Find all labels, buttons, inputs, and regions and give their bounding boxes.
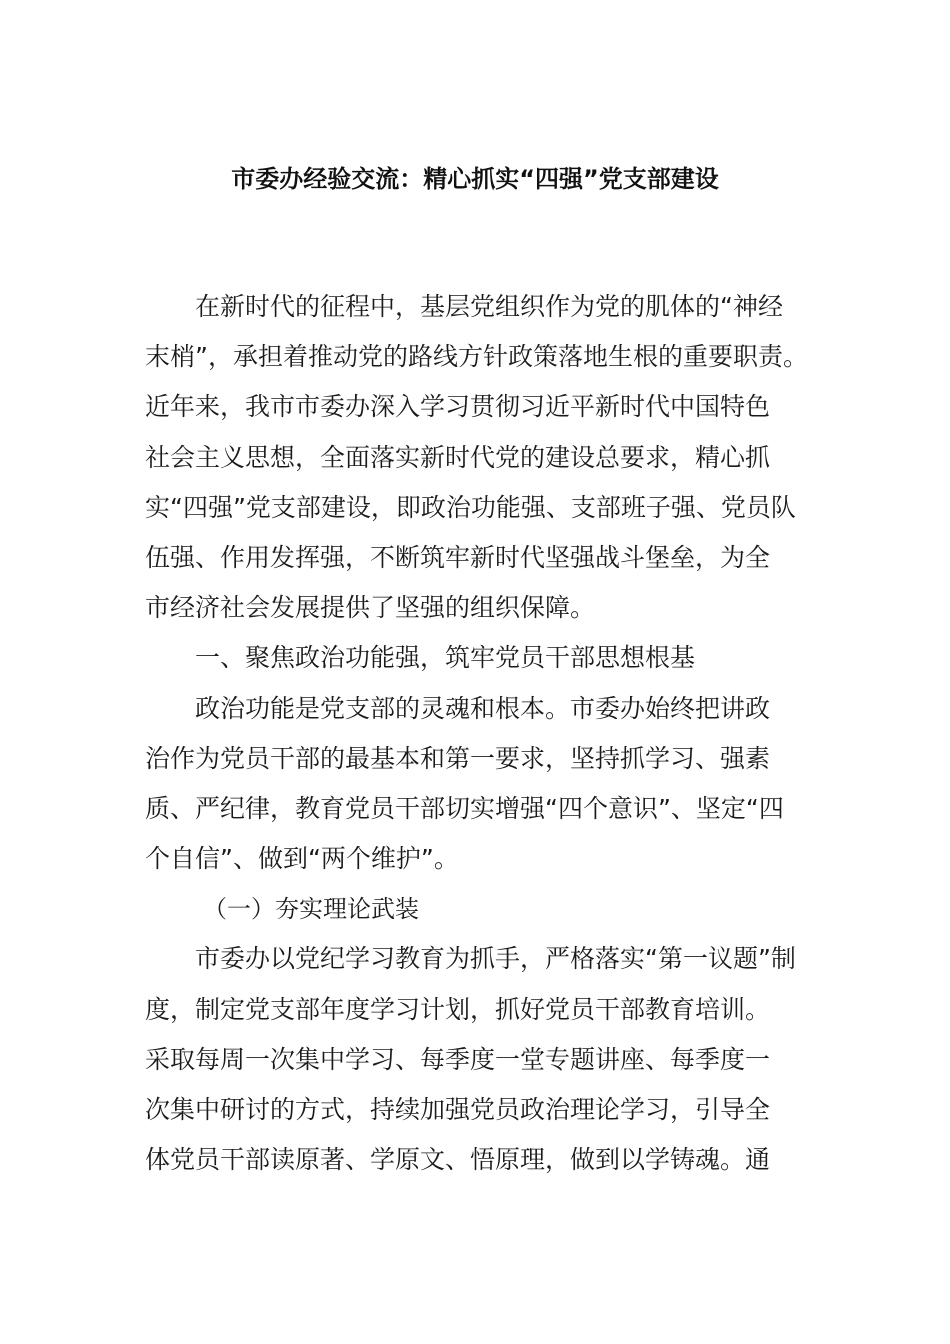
- paragraph-line: 实“四强”党支部建设，即政治功能强、支部班子强、党员队: [145, 492, 796, 522]
- paragraph-line: 质、严纪律，教育党员干部切实增强“四个意识”、坚定“四: [145, 793, 784, 823]
- paragraph-line: 度，制定党支部年度学习计划，抓好党员干部教育培训。: [145, 994, 771, 1024]
- subsection-heading: （一）夯实理论武装: [203, 895, 419, 924]
- paragraph-line: 末梢”，承担着推动党的路线方针政策落地生根的重要职责。: [145, 342, 808, 372]
- document-body: [145, 282, 810, 1185]
- section-heading: 一、聚焦政治功能强，筑牢党员干部思想根基: [195, 643, 696, 673]
- paragraph-line: 个自信”、做到“两个维护”。: [145, 844, 459, 874]
- paragraph-line: 近年来，我市市委办深入学习贯彻习近平新时代中国特色: [145, 392, 771, 422]
- paragraph-line: 在新时代的征程中，基层党组织作为党的肌体的“神经: [195, 292, 783, 321]
- paragraph-line: 市经济社会发展提供了坚强的组织保障。: [145, 593, 596, 623]
- document-title: 市委办经验交流：精心抓实“四强”党支部建设: [231, 165, 719, 193]
- paragraph-line: 采取每周一次集中学习、每季度一堂专题讲座、每季度一: [145, 1044, 771, 1074]
- paragraph-line: 治作为党员干部的最基本和第一要求，坚持抓学习、强素: [145, 743, 771, 773]
- paragraph-line: 市委办以党纪学习教育为抓手，严格落实“第一议题”制: [195, 944, 796, 974]
- paragraph-line: 政治功能是党支部的灵魂和根本。市委办始终把讲政: [195, 693, 771, 723]
- paragraph-line: 次集中研讨的方式，持续加强党员政治理论学习，引导全: [145, 1095, 771, 1124]
- paragraph-line: 社会主义思想，全面落实新时代党的建设总要求，精心抓: [145, 442, 771, 472]
- paragraph-line: 伍强、作用发挥强，不断筑牢新时代坚强战斗堡垒，为全: [145, 542, 771, 572]
- paragraph-line: 体党员干部读原著、学原文、悟原理，做到以学铸魂。通: [145, 1145, 771, 1175]
